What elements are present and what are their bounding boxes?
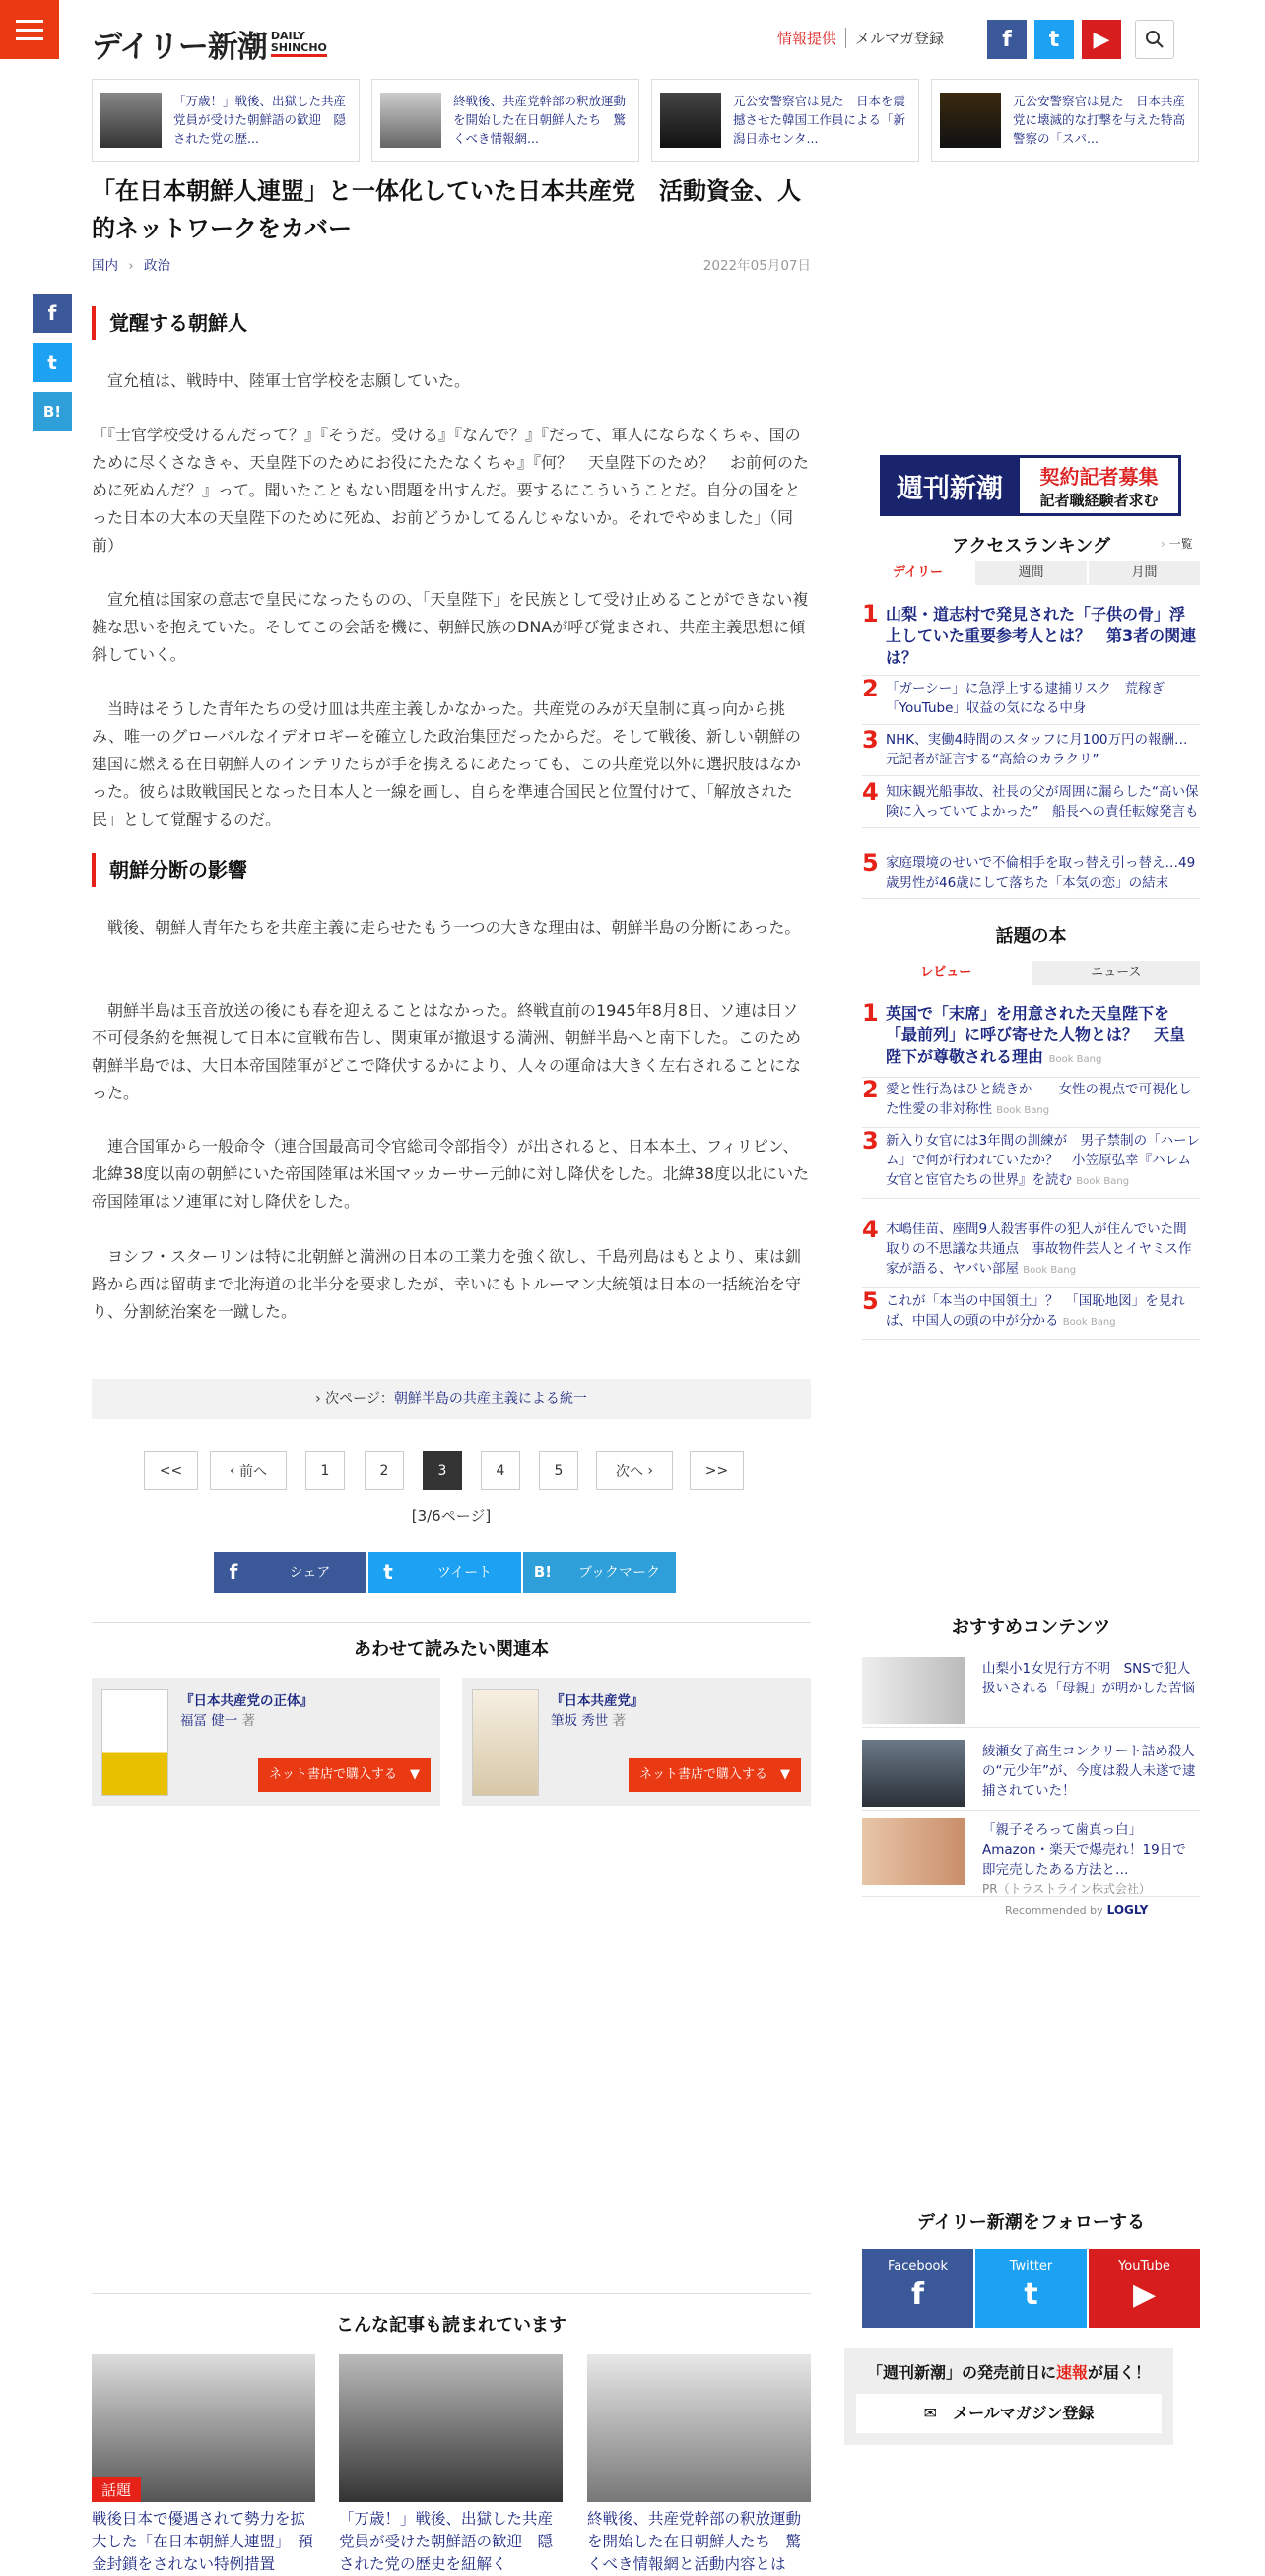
book-author: 福冨 健一 著	[180, 1713, 256, 1729]
top-card-thumb	[100, 93, 162, 148]
twitter-icon: t	[383, 1560, 393, 1584]
also-read-image	[587, 2354, 811, 2502]
breadcrumb	[92, 254, 170, 274]
article-paragraph: 宣允植は国家の意志で皇民になったものの、「天皇陛下」を民族として受け止めることができない複雑な思いを抱えていた。そしてこの会話を機に、朝鮮民族のDNAが呼び覚まされ、共産主義思想に傾斜していく。	[92, 590, 809, 664]
recruit-ad-banner[interactable]: 週刊新潮 契約記者募集 記者職経験者求む	[880, 455, 1181, 516]
page-4-button[interactable]: 4	[481, 1451, 520, 1490]
also-read-image	[339, 2354, 563, 2502]
side-facebook-share-icon[interactable]: f	[33, 294, 72, 333]
chevron-right-icon: ›	[315, 1391, 326, 1407]
section-heading: 覚醒する朝鮮人	[92, 306, 811, 340]
breadcrumb-politics[interactable]: 政治	[144, 258, 170, 274]
book-cover[interactable]	[101, 1689, 168, 1796]
site-logo[interactable]	[92, 24, 327, 63]
book-topic-item[interactable]: 3 新入り女官には3年間の訓練が 男子禁制の「ハーレム」で何が行われていたか？ 小笠原弘幸『ハレム 女官と宦官たちの世界』を読む Book Bang	[862, 1125, 1200, 1199]
page-count: [3/6ページ]	[411, 1507, 492, 1525]
youtube-icon: ▶	[1132, 2278, 1157, 2312]
ranking-more-link[interactable]: › 一覧	[1161, 537, 1193, 551]
book-cover[interactable]	[472, 1689, 539, 1796]
also-read-caption: 戦後日本で優遇されて勢力を拡大した「在日本朝鮮人連盟」 預金封鎖をされない特例措置	[92, 2510, 313, 2573]
also-read-heading: こんな記事も読まれています	[336, 2315, 566, 2336]
first-page-button[interactable]: <<	[144, 1451, 198, 1490]
top-card[interactable]	[651, 79, 919, 162]
divider	[92, 1622, 811, 1623]
recommended-item[interactable]: 山梨小1女児行方不明 SNSで犯人扱いされる「母親」が明かした苦悩	[862, 1653, 1200, 1728]
hatena-bookmark-button[interactable]: B! ブックマーク	[523, 1552, 676, 1593]
top-card[interactable]	[371, 79, 639, 162]
article-title: 「在日本朝鮮人連盟」と一体化していた日本共産党 活動資金、人的ネットワークをカバー	[92, 177, 801, 242]
search-icon[interactable]	[1135, 20, 1174, 59]
topic-badge: 話題	[92, 2477, 141, 2502]
newsletter-signup-button[interactable]: ✉ メールマガジン登録	[856, 2394, 1162, 2433]
also-read-caption: 終戦後、共産党幹部の釈放運動を開始した在日朝鮮人たち 驚くべき情報網と活動内容とは	[587, 2510, 802, 2573]
youtube-icon[interactable]: ▶	[1082, 20, 1121, 59]
facebook-share-button[interactable]: f シェア	[214, 1552, 366, 1593]
next-page-link[interactable]: 朝鮮半島の共産主義による統一	[393, 1391, 587, 1407]
tab-review[interactable]: レビュー	[862, 961, 1031, 985]
article-paragraph: 戦後、朝鮮人青年たちを共産主義に走らせたもう一つの大きな理由は、朝鮮半島の分断にあった。	[92, 918, 801, 937]
top-card[interactable]	[92, 79, 360, 162]
book-title[interactable]: 『日本共産党の正体』	[180, 1693, 313, 1709]
tab-weekly[interactable]: 週間	[975, 561, 1087, 585]
side-twitter-share-icon[interactable]: t	[33, 343, 72, 382]
page-2-button[interactable]: 2	[365, 1451, 404, 1490]
next-page-bar[interactable]: › 次ページ：朝鮮半島の共産主義による統一	[92, 1379, 811, 1419]
tab-monthly[interactable]: 月間	[1089, 561, 1200, 585]
twitter-icon: t	[1024, 2278, 1038, 2312]
newsletter-link[interactable]: メルマガ登録	[855, 30, 945, 47]
page-5-button[interactable]: 5	[539, 1451, 578, 1490]
top-card-thumb	[660, 93, 721, 148]
also-read-image	[92, 2354, 315, 2502]
recommended-image	[862, 1740, 965, 1807]
top-card-thumb	[940, 93, 1001, 148]
twitter-share-button[interactable]: t ツイート	[368, 1552, 521, 1593]
article-paragraph: 連合国軍から一般命令（連合国最高司令官総司令部指令）が出されると、日本本土、フィリピン、北緯38度以南の朝鮮にいた帝国陸軍は米国マッカーサー元帥に対し降伏をした。北緯38度以北にいた帝国陸軍はソ連軍に対し降伏をした。	[92, 1137, 810, 1211]
hamburger-menu-button[interactable]	[0, 0, 59, 59]
recommended-heading: おすすめコンテンツ	[951, 1618, 1111, 1638]
article-paragraph: 当時はそうした青年たちの受け皿は共産主義しかなかった。共産党のみが天皇制に真っ向から挑み、唯一のグローバルなイデオロギーを確立した政治集団だったからだ。そして戦後、新しい朝鮮の建国に燃える在日朝鮮人のインテリたちが手を携えるにあたっても、この共産党以外に選択肢はなかった。彼らは敗戦国民となった日本人と一線を画し、自らを準連合国民と位置付けて、「解放された民」として覚醒するのだ。	[92, 699, 802, 828]
tab-daily[interactable]: デイリー	[862, 561, 973, 585]
top-card-thumb	[380, 93, 441, 148]
top-card-text: 「万歳！」戦後、出獄した共産党員が受けた朝鮮語の歓迎 隠された党の歴...	[173, 94, 347, 146]
ranking-item[interactable]: 2 「ガーシー」に急浮上する逮捕リスク 荒稼ぎ「YouTube」収益の気になる中身	[862, 673, 1200, 725]
facebook-icon: f	[229, 1560, 238, 1584]
books-topic-tabs	[862, 961, 1200, 985]
recommended-image	[862, 1818, 965, 1885]
tip-link[interactable]: 情報提供	[768, 28, 846, 48]
header-links	[768, 28, 953, 48]
book-topic-item[interactable]: 1 英国で「末席」を用意された天皇陛下を「最前列」に呼び寄せた人物とは？ 天皇陛下が尊敬される理由 Book Bang	[862, 997, 1200, 1078]
page-1-button[interactable]: 1	[305, 1451, 345, 1490]
breadcrumb-domestic[interactable]: 国内	[92, 258, 118, 274]
follow-twitter-button[interactable]: Twitter t	[975, 2249, 1087, 2328]
logly-credit[interactable]: Recommended by LOGLY	[1005, 1903, 1149, 1917]
also-read-card[interactable]	[587, 2354, 811, 2576]
related-book	[462, 1678, 811, 1806]
article-paragraph: 宣允植は、戦時中、陸軍士官学校を志願していた。	[92, 371, 471, 390]
related-book	[92, 1678, 440, 1806]
logo-text: デイリー新潮	[92, 29, 267, 65]
books-topic-heading: 話題の本	[995, 926, 1067, 947]
also-read-caption: 「万歳！」戦後、出獄した共産党員が受けた朝鮮語の歓迎 隠された党の歴史を紐解く	[339, 2510, 554, 2573]
follow-youtube-button[interactable]: YouTube ▶	[1089, 2249, 1200, 2328]
ranking-tabs	[862, 561, 1200, 585]
logo-en: DAILY SHINCHO	[271, 31, 327, 57]
ranking-item[interactable]: 5 家庭環境のせいで不倫相手を取っ替え引っ替え…49歳男性が46歳にして落ちた「本気の恋」の結末	[862, 847, 1200, 899]
related-books-heading: あわせて読みたい関連本	[354, 1639, 549, 1660]
prev-page-button[interactable]: ‹ 前へ	[210, 1451, 287, 1490]
recommended-item[interactable]: 綾瀬女子高生コンクリート詰め殺人の“元少年”が、今度は殺人未遂で逮捕されていた！	[862, 1736, 1200, 1811]
book-title[interactable]: 『日本共産党』	[551, 1693, 644, 1709]
ranking-item[interactable]: 1 山梨・道志村で発見された「子供の骨」浮上していた重要参考人とは？ 第3者の関連は？	[862, 598, 1200, 676]
buy-book-button[interactable]: ネット書店で購入する ▼	[629, 1758, 801, 1792]
newsletter-box: 「週刊新潮」の発売前日に速報が届く！ ✉ メールマガジン登録	[844, 2348, 1173, 2445]
book-topic-item[interactable]: 4 木嶋佳苗、座間9人殺害事件の犯人が住んでいた間取りの不思議な共通点 事故物件芸人とイヤミス作家が語る、ヤバい部屋 Book Bang	[862, 1214, 1200, 1288]
chevron-right-icon: ›	[128, 258, 134, 274]
ranking-item[interactable]: 4 知床観光船事故、社長の父が周囲に漏らした“高い保険に入っていてよかった” 船長への責任転嫁発言も	[862, 776, 1200, 828]
article-paragraph: 朝鮮半島は玉音放送の後にも春を迎えることはなかった。終戦直前の1945年8月8日、ソ連は日ソ不可侵条約を無視して日本に宣戦布告し、関東軍が撤退する満洲、朝鮮半島へと南下した。このため朝鮮半島では、大日本帝国陸軍がどこで降伏するかにより、人々の運命は大きく左右されることになった。	[92, 1001, 802, 1102]
also-read-card[interactable]	[92, 2354, 315, 2576]
divider	[92, 2293, 811, 2294]
facebook-icon: f	[910, 2278, 925, 2312]
book-topic-item[interactable]: 2 愛と性行為はひと続きか――女性の視点で可視化した性愛の非対称性 Book Bang	[862, 1074, 1200, 1128]
top-card-text: 元公安警察官は見た 日本を震撼させた韓国工作員による「新潟日赤センタ...	[733, 94, 906, 146]
article-paragraph: ヨシフ・スターリンは特に北朝鮮と満洲の日本の工業力を強く欲し、千島列島はもとより、東は釧路から西は留萌まで北海道の北半分を要求したが、幸いにもトルーマン大統領は日本の一括統治を守り、分割統治案を一蹴した。	[92, 1247, 802, 1321]
recommended-image	[862, 1657, 965, 1724]
twitter-icon[interactable]: t	[1034, 20, 1074, 59]
buy-book-button[interactable]: ネット書店で購入する ▼	[258, 1758, 431, 1792]
top-card-text: 元公安警察官は見た 日本共産党に壊滅的な打撃を与えた特高警察の「スパ...	[1013, 94, 1186, 146]
chevron-right-icon: ›	[642, 1463, 654, 1479]
section-heading: 朝鮮分断の影響	[92, 853, 811, 887]
page-3-button[interactable]: 3	[423, 1451, 462, 1490]
book-author: 筆坂 秀世 著	[551, 1713, 627, 1729]
tab-news[interactable]: ニュース	[1032, 961, 1201, 985]
top-card-text: 終戦後、共産党幹部の釈放運動を開始した在日朝鮮人たち 驚くべき情報網...	[453, 94, 627, 146]
ranking-heading: アクセスランキング	[952, 536, 1110, 557]
top-card[interactable]	[931, 79, 1199, 162]
last-page-button[interactable]: >>	[690, 1451, 744, 1490]
follow-facebook-button[interactable]: Facebook f	[862, 2249, 973, 2328]
hatena-icon: B!	[533, 1563, 553, 1581]
also-read-card[interactable]	[339, 2354, 563, 2576]
side-hatena-share-icon[interactable]: B!	[33, 392, 72, 431]
next-page-button[interactable]: 次へ ›	[596, 1451, 673, 1490]
chevron-right-icon: ›	[1161, 537, 1169, 551]
follow-heading: デイリー新潮をフォローする	[917, 2213, 1145, 2233]
chevron-left-icon: ‹	[229, 1463, 240, 1479]
recommended-item[interactable]: 「親子そろって歯真っ白」Amazon・楽天で爆売れ！19日で即完売したある方法と… PR（トラストライン株式会社）	[862, 1815, 1200, 1897]
book-topic-item[interactable]: 5 これが「本当の中国領土」？ 「国恥地図」を見れば、中国人の頭の中が分かる Book Bang	[862, 1286, 1200, 1340]
article-date: 2022年05月07日	[702, 258, 811, 274]
ranking-item[interactable]: 3 NHK、実働4時間のスタッフに月100万円の報酬… 元記者が証言する“高給のカラクリ”	[862, 724, 1200, 776]
article-paragraph: 「『士官学校受けるんだって？』『そうだ。受ける』『なんで？』『だって、軍人にならなくちゃ、国のために尽くさなきゃ、天皇陛下のためにお役にたたなくちゃ』『何？ 天皇陛下のため？ お前何のために死ぬんだ？』って。聞いたこともない問題を出すんだ。要するにこういうことだ。自分の国をとった日本の大本の天皇陛下のために死ぬ、お前どうかしてるんじゃないか。それでやめました」（同前）	[92, 426, 810, 555]
facebook-icon[interactable]: f	[987, 20, 1027, 59]
